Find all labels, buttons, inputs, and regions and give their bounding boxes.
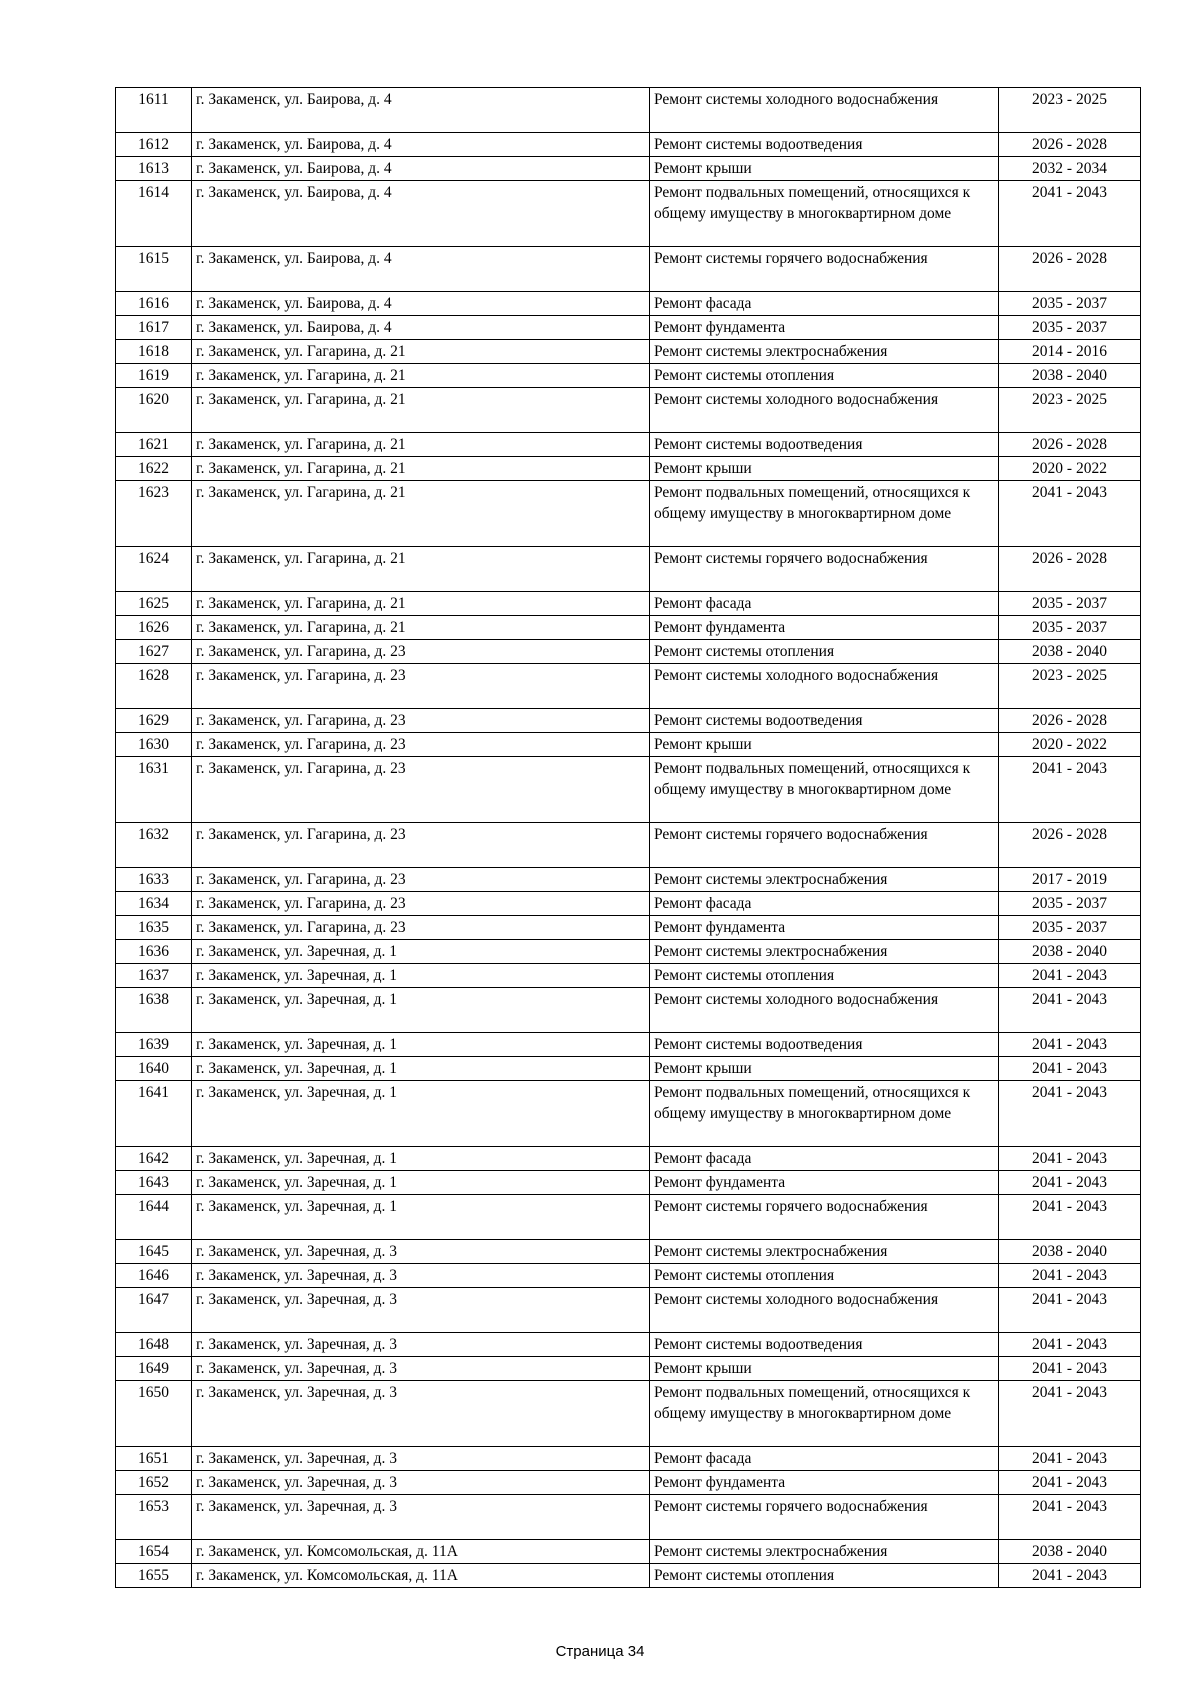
row-number-cell: 1654 [116,1540,192,1564]
period-cell: 2041 - 2043 [999,1081,1141,1147]
period-cell: 2038 - 2040 [999,1240,1141,1264]
address-cell: г. Закаменск, ул. Заречная, д. 1 [192,1195,650,1240]
address-cell: г. Закаменск, ул. Заречная, д. 3 [192,1333,650,1357]
work-type-cell: Ремонт крыши [650,733,999,757]
row-number-cell: 1641 [116,1081,192,1147]
address-cell: г. Закаменск, ул. Баирова, д. 4 [192,292,650,316]
period-cell: 2035 - 2037 [999,592,1141,616]
row-number-cell: 1612 [116,133,192,157]
table-row [116,1240,1141,1264]
row-number-cell: 1646 [116,1264,192,1288]
period-cell: 2026 - 2028 [999,547,1141,592]
row-number-cell: 1631 [116,757,192,823]
period-cell: 2026 - 2028 [999,823,1141,868]
work-type-cell: Ремонт подвальных помещений, относящихся к общему имуществу в многоквартирном доме [650,1081,999,1147]
address-cell: г. Закаменск, ул. Заречная, д. 3 [192,1264,650,1288]
work-type-cell: Ремонт фундамента [650,316,999,340]
table-row [116,1057,1141,1081]
table-row [116,964,1141,988]
period-cell: 2023 - 2025 [999,88,1141,133]
table-row [116,247,1141,292]
table-row [116,733,1141,757]
row-number-cell: 1614 [116,181,192,247]
work-type-cell: Ремонт системы горячего водоснабжения [650,823,999,868]
period-cell: 2041 - 2043 [999,1033,1141,1057]
period-cell: 2041 - 2043 [999,1333,1141,1357]
work-type-cell: Ремонт фундамента [650,916,999,940]
period-cell: 2038 - 2040 [999,364,1141,388]
row-number-cell: 1647 [116,1288,192,1333]
table-row [116,364,1141,388]
row-number-cell: 1613 [116,157,192,181]
address-cell: г. Закаменск, ул. Гагарина, д. 21 [192,547,650,592]
period-cell: 2041 - 2043 [999,1471,1141,1495]
table-row [116,916,1141,940]
period-cell: 2041 - 2043 [999,757,1141,823]
period-cell: 2041 - 2043 [999,1447,1141,1471]
work-type-cell: Ремонт системы горячего водоснабжения [650,1495,999,1540]
row-number-cell: 1611 [116,88,192,133]
table-row [116,988,1141,1033]
address-cell: г. Закаменск, ул. Заречная, д. 3 [192,1495,650,1540]
table-body [116,88,1141,1588]
work-type-cell: Ремонт системы электроснабжения [650,868,999,892]
work-type-cell: Ремонт фундамента [650,1171,999,1195]
address-cell: г. Закаменск, ул. Гагарина, д. 23 [192,892,650,916]
period-cell: 2038 - 2040 [999,1540,1141,1564]
table-row [116,616,1141,640]
address-cell: г. Закаменск, ул. Гагарина, д. 23 [192,757,650,823]
row-number-cell: 1632 [116,823,192,868]
work-type-cell: Ремонт подвальных помещений, относящихся к общему имуществу в многоквартирном доме [650,481,999,547]
table-row [116,757,1141,823]
page-number: Страница 34 [555,1643,645,1660]
address-cell: г. Закаменск, ул. Заречная, д. 1 [192,1171,650,1195]
row-number-cell: 1618 [116,340,192,364]
row-number-cell: 1625 [116,592,192,616]
table-row [116,868,1141,892]
period-cell: 2014 - 2016 [999,340,1141,364]
table-row [116,292,1141,316]
period-cell: 2035 - 2037 [999,916,1141,940]
work-type-cell: Ремонт системы холодного водоснабжения [650,88,999,133]
address-cell: г. Закаменск, ул. Гагарина, д. 21 [192,433,650,457]
work-type-cell: Ремонт системы горячего водоснабжения [650,1195,999,1240]
address-cell: г. Закаменск, ул. Гагарина, д. 23 [192,733,650,757]
work-type-cell: Ремонт крыши [650,1057,999,1081]
table-row [116,1288,1141,1333]
period-cell: 2035 - 2037 [999,616,1141,640]
table-row [116,481,1141,547]
address-cell: г. Закаменск, ул. Заречная, д. 1 [192,964,650,988]
work-type-cell: Ремонт системы горячего водоснабжения [650,547,999,592]
table-row [116,892,1141,916]
address-cell: г. Закаменск, ул. Гагарина, д. 21 [192,388,650,433]
address-cell: г. Закаменск, ул. Заречная, д. 1 [192,1081,650,1147]
table-row [116,457,1141,481]
period-cell: 2026 - 2028 [999,133,1141,157]
period-cell: 2041 - 2043 [999,988,1141,1033]
table-row [116,1264,1141,1288]
capital-repair-schedule-table [115,87,1141,1588]
row-number-cell: 1620 [116,388,192,433]
address-cell: г. Закаменск, ул. Баирова, д. 4 [192,247,650,292]
row-number-cell: 1616 [116,292,192,316]
address-cell: г. Закаменск, ул. Гагарина, д. 23 [192,709,650,733]
address-cell: г. Закаменск, ул. Заречная, д. 3 [192,1471,650,1495]
period-cell: 2041 - 2043 [999,481,1141,547]
row-number-cell: 1621 [116,433,192,457]
period-cell: 2035 - 2037 [999,316,1141,340]
address-cell: г. Закаменск, ул. Заречная, д. 3 [192,1447,650,1471]
table-row [116,1333,1141,1357]
work-type-cell: Ремонт системы водоотведения [650,1333,999,1357]
address-cell: г. Закаменск, ул. Гагарина, д. 21 [192,481,650,547]
address-cell: г. Закаменск, ул. Баирова, д. 4 [192,316,650,340]
address-cell: г. Закаменск, ул. Гагарина, д. 23 [192,640,650,664]
row-number-cell: 1628 [116,664,192,709]
address-cell: г. Закаменск, ул. Заречная, д. 3 [192,1381,650,1447]
period-cell: 2041 - 2043 [999,1147,1141,1171]
work-type-cell: Ремонт системы отопления [650,364,999,388]
work-type-cell: Ремонт подвальных помещений, относящихся к общему имуществу в многоквартирном доме [650,1381,999,1447]
address-cell: г. Закаменск, ул. Заречная, д. 1 [192,1057,650,1081]
row-number-cell: 1622 [116,457,192,481]
period-cell: 2035 - 2037 [999,292,1141,316]
period-cell: 2032 - 2034 [999,157,1141,181]
address-cell: г. Закаменск, ул. Баирова, д. 4 [192,181,650,247]
period-cell: 2035 - 2037 [999,892,1141,916]
row-number-cell: 1629 [116,709,192,733]
work-type-cell: Ремонт системы отопления [650,1264,999,1288]
period-cell: 2020 - 2022 [999,733,1141,757]
work-type-cell: Ремонт системы отопления [650,1564,999,1588]
work-type-cell: Ремонт системы отопления [650,964,999,988]
row-number-cell: 1638 [116,988,192,1033]
address-cell: г. Закаменск, ул. Гагарина, д. 21 [192,340,650,364]
table-row [116,1381,1141,1447]
period-cell: 2026 - 2028 [999,709,1141,733]
row-number-cell: 1630 [116,733,192,757]
row-number-cell: 1652 [116,1471,192,1495]
address-cell: г. Закаменск, ул. Гагарина, д. 23 [192,823,650,868]
table-row [116,709,1141,733]
period-cell: 2041 - 2043 [999,1057,1141,1081]
table-row [116,640,1141,664]
work-type-cell: Ремонт подвальных помещений, относящихся к общему имуществу в многоквартирном доме [650,757,999,823]
work-type-cell: Ремонт подвальных помещений, относящихся к общему имуществу в многоквартирном доме [650,181,999,247]
row-number-cell: 1640 [116,1057,192,1081]
work-type-cell: Ремонт системы электроснабжения [650,340,999,364]
address-cell: г. Закаменск, ул. Гагарина, д. 21 [192,616,650,640]
address-cell: г. Закаменск, ул. Заречная, д. 1 [192,940,650,964]
row-number-cell: 1627 [116,640,192,664]
address-cell: г. Закаменск, ул. Гагарина, д. 23 [192,916,650,940]
address-cell: г. Закаменск, ул. Заречная, д. 3 [192,1357,650,1381]
period-cell: 2041 - 2043 [999,1195,1141,1240]
period-cell: 2026 - 2028 [999,247,1141,292]
work-type-cell: Ремонт фасада [650,1447,999,1471]
period-cell: 2041 - 2043 [999,1171,1141,1195]
row-number-cell: 1648 [116,1333,192,1357]
table-row [116,133,1141,157]
work-type-cell: Ремонт системы водоотведения [650,433,999,457]
row-number-cell: 1643 [116,1171,192,1195]
work-type-cell: Ремонт системы холодного водоснабжения [650,388,999,433]
work-type-cell: Ремонт крыши [650,457,999,481]
row-number-cell: 1619 [116,364,192,388]
table-row [116,433,1141,457]
address-cell: г. Закаменск, ул. Заречная, д. 3 [192,1240,650,1264]
table-row [116,547,1141,592]
address-cell: г. Закаменск, ул. Комсомольская, д. 11А [192,1564,650,1588]
work-type-cell: Ремонт фасада [650,892,999,916]
period-cell: 2041 - 2043 [999,1288,1141,1333]
period-cell: 2017 - 2019 [999,868,1141,892]
period-cell: 2038 - 2040 [999,640,1141,664]
address-cell: г. Закаменск, ул. Комсомольская, д. 11А [192,1540,650,1564]
row-number-cell: 1623 [116,481,192,547]
table-row [116,823,1141,868]
row-number-cell: 1650 [116,1381,192,1447]
period-cell: 2041 - 2043 [999,964,1141,988]
row-number-cell: 1645 [116,1240,192,1264]
work-type-cell: Ремонт системы холодного водоснабжения [650,664,999,709]
address-cell: г. Закаменск, ул. Гагарина, д. 21 [192,457,650,481]
address-cell: г. Закаменск, ул. Заречная, д. 1 [192,1033,650,1057]
row-number-cell: 1637 [116,964,192,988]
table-row [116,1564,1141,1588]
table-row [116,1033,1141,1057]
table-row [116,316,1141,340]
row-number-cell: 1615 [116,247,192,292]
table-row [116,1357,1141,1381]
period-cell: 2023 - 2025 [999,388,1141,433]
work-type-cell: Ремонт системы электроснабжения [650,940,999,964]
period-cell: 2026 - 2028 [999,433,1141,457]
row-number-cell: 1655 [116,1564,192,1588]
table-row [116,940,1141,964]
table-row [116,1540,1141,1564]
table-row [116,340,1141,364]
row-number-cell: 1633 [116,868,192,892]
work-type-cell: Ремонт системы холодного водоснабжения [650,988,999,1033]
period-cell: 2041 - 2043 [999,1564,1141,1588]
table-row [116,88,1141,133]
row-number-cell: 1626 [116,616,192,640]
row-number-cell: 1653 [116,1495,192,1540]
table-row [116,181,1141,247]
period-cell: 2041 - 2043 [999,1495,1141,1540]
address-cell: г. Закаменск, ул. Баирова, д. 4 [192,88,650,133]
period-cell: 2038 - 2040 [999,940,1141,964]
row-number-cell: 1636 [116,940,192,964]
work-type-cell: Ремонт фундамента [650,1471,999,1495]
address-cell: г. Закаменск, ул. Гагарина, д. 21 [192,592,650,616]
work-type-cell: Ремонт системы электроснабжения [650,1240,999,1264]
table-row [116,1081,1141,1147]
period-cell: 2023 - 2025 [999,664,1141,709]
work-type-cell: Ремонт фасада [650,292,999,316]
row-number-cell: 1639 [116,1033,192,1057]
work-type-cell: Ремонт фундамента [650,616,999,640]
work-type-cell: Ремонт крыши [650,157,999,181]
work-type-cell: Ремонт системы отопления [650,640,999,664]
address-cell: г. Закаменск, ул. Заречная, д. 3 [192,1288,650,1333]
work-type-cell: Ремонт системы холодного водоснабжения [650,1288,999,1333]
row-number-cell: 1649 [116,1357,192,1381]
address-cell: г. Закаменск, ул. Гагарина, д. 23 [192,868,650,892]
period-cell: 2020 - 2022 [999,457,1141,481]
table-row [116,592,1141,616]
work-type-cell: Ремонт фасада [650,1147,999,1171]
address-cell: г. Закаменск, ул. Гагарина, д. 21 [192,364,650,388]
table-row [116,664,1141,709]
work-type-cell: Ремонт системы водоотведения [650,709,999,733]
row-number-cell: 1635 [116,916,192,940]
work-type-cell: Ремонт системы электроснабжения [650,1540,999,1564]
table-row [116,1195,1141,1240]
row-number-cell: 1642 [116,1147,192,1171]
address-cell: г. Закаменск, ул. Заречная, д. 1 [192,988,650,1033]
table-row [116,1171,1141,1195]
work-type-cell: Ремонт системы горячего водоснабжения [650,247,999,292]
row-number-cell: 1624 [116,547,192,592]
table-row [116,157,1141,181]
work-type-cell: Ремонт системы водоотведения [650,1033,999,1057]
row-number-cell: 1634 [116,892,192,916]
table-row [116,1147,1141,1171]
table-row [116,1495,1141,1540]
work-type-cell: Ремонт системы водоотведения [650,133,999,157]
work-type-cell: Ремонт крыши [650,1357,999,1381]
table-row [116,1471,1141,1495]
row-number-cell: 1617 [116,316,192,340]
address-cell: г. Закаменск, ул. Заречная, д. 1 [192,1147,650,1171]
period-cell: 2041 - 2043 [999,181,1141,247]
address-cell: г. Закаменск, ул. Баирова, д. 4 [192,157,650,181]
work-type-cell: Ремонт фасада [650,592,999,616]
table-row [116,388,1141,433]
period-cell: 2041 - 2043 [999,1357,1141,1381]
address-cell: г. Закаменск, ул. Баирова, д. 4 [192,133,650,157]
period-cell: 2041 - 2043 [999,1381,1141,1447]
period-cell: 2041 - 2043 [999,1264,1141,1288]
row-number-cell: 1651 [116,1447,192,1471]
table-row [116,1447,1141,1471]
address-cell: г. Закаменск, ул. Гагарина, д. 23 [192,664,650,709]
row-number-cell: 1644 [116,1195,192,1240]
